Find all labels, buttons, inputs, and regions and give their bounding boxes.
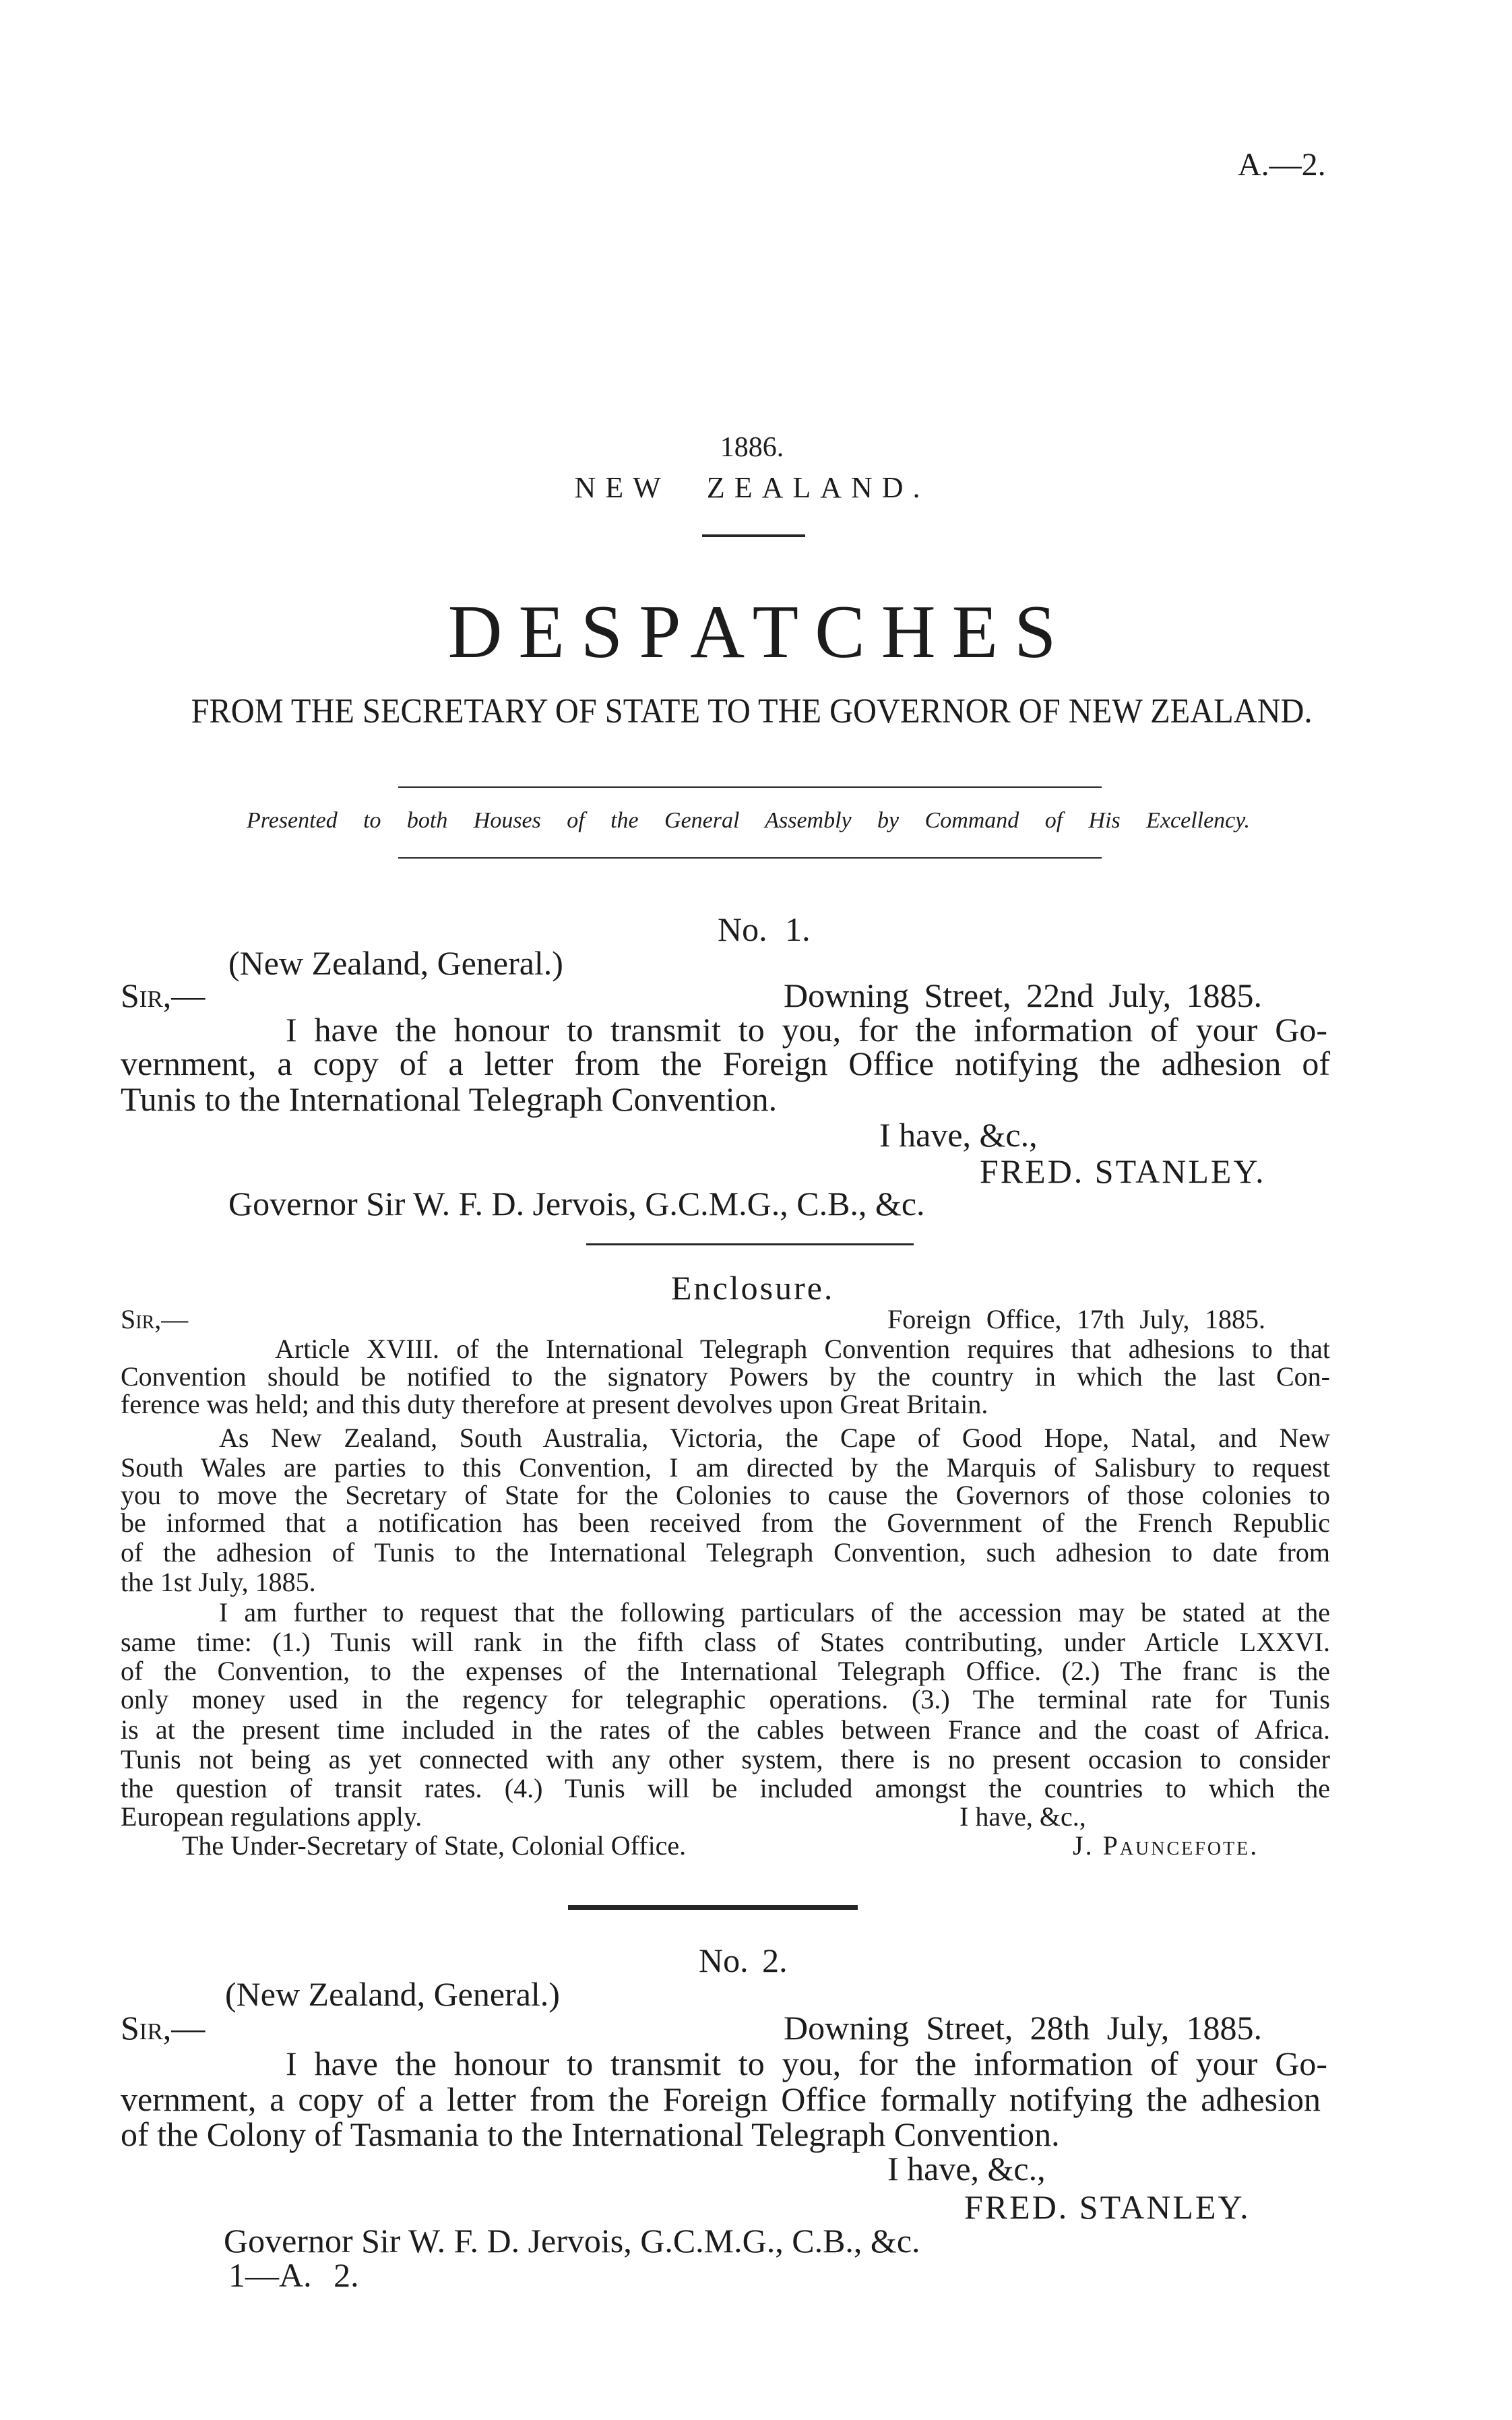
body-line: Tunis to the International Telegraph Convention. [121, 1080, 778, 1118]
body-line: I have the honour to transmit to you, for the information of your Go- [286, 1011, 1327, 1049]
place-date: Downing Street, 22nd July, 1885. [784, 976, 1262, 1014]
country-heading: NEW ZEALAND. [574, 471, 930, 504]
body-line: vernment, a copy of a letter from the Foreign Office formally notifying the adhesion [121, 2080, 1321, 2118]
body-line: Tunis not being as yet connected with any other system, there is no present occasion to consider [121, 1744, 1330, 1774]
sheet-mark: 1—A. 2. [228, 2256, 359, 2294]
body-line: As New Zealand, South Australia, Victoria, the Cape of Good Hope, Natal, and New [219, 1423, 1330, 1453]
body-line: Convention should be notified to the signatory Powers by the country in which the last Con- [121, 1361, 1330, 1392]
body-line: vernment, a copy of a letter from the Foreign Office notifying the adhesion of [121, 1045, 1330, 1082]
document-subtitle: FROM THE SECRETARY OF STATE TO THE GOVERNOR OF NEW ZEALAND. [191, 692, 1313, 731]
salutation: Sir,— [121, 976, 206, 1014]
body-line: the question of transit rates. (4.) Tunis will be included amongst the countries to which the [121, 1773, 1330, 1803]
section-divider-thick [568, 1905, 858, 1910]
despatch-heading: (New Zealand, General.) [225, 1975, 560, 2013]
closing: I have, &c., [959, 1801, 1086, 1832]
place-date: Downing Street, 28th July, 1885. [784, 2009, 1262, 2047]
signature: FRED. STANLEY. [964, 2188, 1251, 2226]
body-line: ference was held; and this duty therefore at present devolves upon Great Britain. [121, 1389, 988, 1419]
body-line: of the Colony of Tasmania to the International Telegraph Convention. [121, 2115, 1060, 2153]
divider-rule [586, 1243, 914, 1245]
signature: FRED. STANLEY. [980, 1152, 1266, 1190]
presentation-note: Presented to both Houses of the General Assembly by Command of His Excellency. [247, 808, 1250, 833]
body-line: you to move the Secretary of State for the Colonies to cause the Governors of those colonies to [121, 1480, 1330, 1510]
body-line: is at the present time included in the rates of the cables between France and the coast of Africa. [121, 1714, 1330, 1745]
publication-year: 1886. [720, 432, 784, 463]
despatch-number: No. 2. [699, 1942, 788, 1979]
body-line: I have the honour to transmit to you, for the information of your Go- [286, 2045, 1327, 2082]
body-line: the 1st July, 1885. [121, 1567, 316, 1597]
body-line: of the adhesion of Tunis to the International Telegraph Convention, such adhesion to date from [121, 1537, 1330, 1568]
salutation: Sir,— [121, 1304, 189, 1334]
despatch-heading: (New Zealand, General.) [228, 944, 563, 982]
addressee: Governor Sir W. F. D. Jervois, G.C.M.G., C.B., &c. [228, 1185, 925, 1222]
subtitle-row [0, 694, 1504, 729]
body-line: I am further to request that the following particulars of the accession may be stated at the [219, 1597, 1330, 1627]
addressee: The Under-Secretary of State, Colonial Office. [182, 1830, 687, 1861]
enclosure-title: Enclosure. [671, 1269, 835, 1307]
body-line: European regulations apply. [121, 1801, 422, 1832]
body-line: be informed that a notification has been received from the Government of the French Republic [121, 1508, 1330, 1538]
closing: I have, &c., [887, 2150, 1046, 2188]
body-line: South Wales are parties to this Convention, I am directed by the Marquis of Salisbury to request [121, 1452, 1330, 1483]
closing: I have, &c., [879, 1116, 1038, 1154]
salutation: Sir,— [121, 2009, 206, 2047]
divider-rule [398, 786, 1102, 788]
divider-rule [702, 534, 805, 537]
signature: J. Pauncefote. [1073, 1830, 1259, 1861]
page-reference: A.—2. [1238, 147, 1326, 183]
title-row [0, 590, 1504, 674]
place-date: Foreign Office, 17th July, 1885. [887, 1304, 1265, 1334]
addressee: Governor Sir W. F. D. Jervois, G.C.M.G., C.B., &c. [224, 2222, 920, 2260]
body-line: only money used in the regency for telegraphic operations. (3.) The terminal rate for Tunis [121, 1684, 1330, 1714]
document-title: DESPATCHES [447, 590, 1073, 674]
despatch-number: No. 1. [718, 910, 811, 948]
divider-rule [398, 857, 1102, 859]
body-line: of the Convention, to the expenses of the International Telegraph Office. (2.) The franc is the [121, 1656, 1330, 1686]
body-line: Article XVIII. of the International Telegraph Convention requires that adhesions to that [275, 1334, 1330, 1364]
body-line: same time: (1.) Tunis will rank in the fifth class of States contributing, under Article LXXVI. [121, 1627, 1330, 1657]
